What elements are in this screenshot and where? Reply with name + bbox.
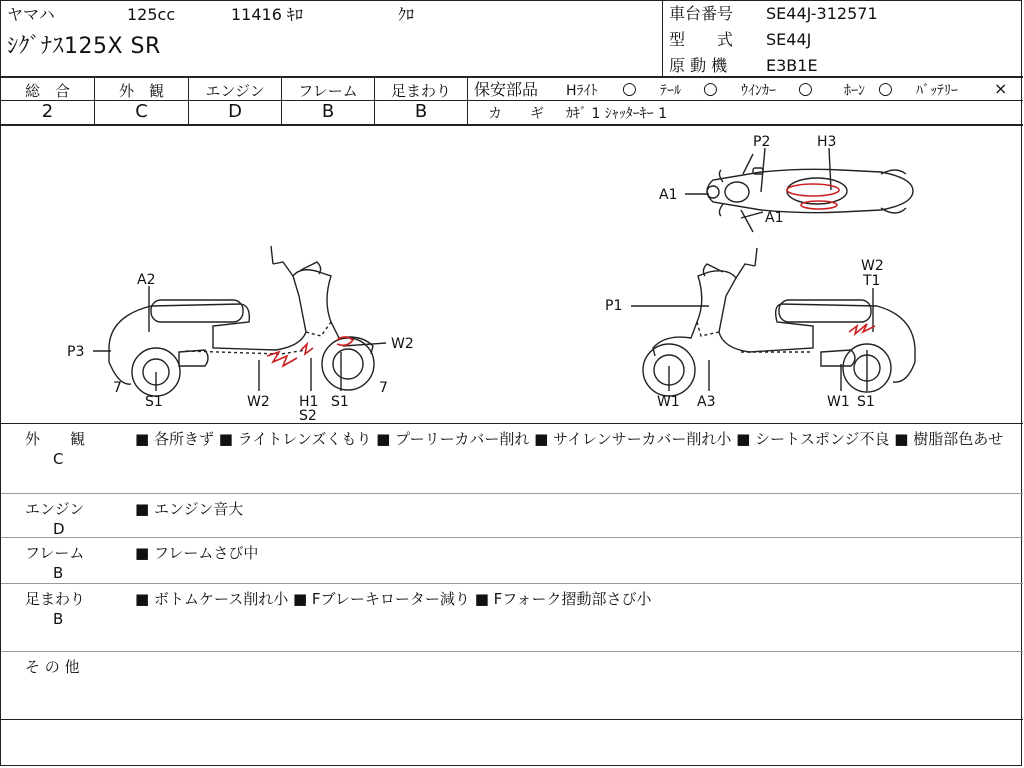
horn-label: ﾎｰﾝ <box>844 83 865 99</box>
label-right-s1: S1 <box>857 394 875 410</box>
header <box>1 1 1023 78</box>
key-label: カ ギ <box>488 106 544 122</box>
label-left-s2: S2 <box>299 408 317 423</box>
label-top-p2: P2 <box>753 134 771 150</box>
safety-title: 保安部品 <box>474 80 539 99</box>
horn-mark: ○ <box>878 79 893 99</box>
battery-label: ﾊﾞｯﾃﾘｰ <box>916 83 958 99</box>
grade-exterior <box>95 78 189 124</box>
grade-row <box>1 78 1023 126</box>
label-left-h1: H1 <box>299 394 319 410</box>
section-exterior-text: ■ 各所きず ■ ライトレンズくもり ■ プーリーカバー削れ ■ サイレンサーカバー削れ小 ■ シートスポンジ不良 ■ 樹脂部色あせ <box>135 430 1004 448</box>
section-frame-grade: B <box>53 564 64 582</box>
section-engine-grade: D <box>53 520 65 538</box>
safety-parts <box>468 78 1023 124</box>
label-top-a1: A1 <box>659 187 678 203</box>
leader-lines <box>93 148 873 391</box>
label-left-s1b: S1 <box>331 394 349 410</box>
label-left-p3: P3 <box>67 344 85 360</box>
headlight-label: Hﾗｲﾄ <box>566 83 598 99</box>
section-suspension-grade: B <box>53 610 64 628</box>
section-suspension-text: ■ ボトムケース削れ小 ■ Fブレーキローター減り ■ Fフォーク摺動部さび小 <box>135 590 652 608</box>
battery-mark: × <box>994 79 1008 98</box>
tail-mark: ○ <box>703 79 718 99</box>
headlight-mark: ○ <box>622 79 637 99</box>
section-engine-head: エンジン <box>25 500 85 518</box>
section-other-head: そ の 他 <box>25 658 80 676</box>
tail-label: ﾃｰﾙ <box>660 83 681 99</box>
label-left-7b: 7 <box>379 380 388 396</box>
label-right-t1: T1 <box>863 273 881 289</box>
section-frame-head: フレーム <box>25 544 85 562</box>
section-frame-text: ■ フレームさび中 <box>135 544 259 562</box>
grade-suspension-label: 足まわり <box>390 82 451 100</box>
winker-mark: ○ <box>798 79 813 99</box>
section-engine-text: ■ エンジン音大 <box>135 500 244 518</box>
grade-exterior-value: C <box>135 101 148 122</box>
label-top-a1b: A1 <box>765 210 784 226</box>
section-other <box>1 652 1023 720</box>
maker: ヤマハ <box>7 5 55 24</box>
winker-label: ｳｲﾝｶｰ <box>741 83 776 99</box>
section-engine <box>1 494 1023 538</box>
section-exterior-head: 外 観 <box>25 430 86 448</box>
vehicle-summary <box>1 1 663 76</box>
grade-engine-label: エンジン <box>205 82 265 100</box>
grade-frame <box>282 78 375 124</box>
scooter-diagram-svg <box>1 126 1023 423</box>
mileage: 11416 ｷﾛ <box>231 5 303 24</box>
grade-engine <box>189 78 282 124</box>
grade-exterior-label: 外 観 <box>118 82 164 100</box>
frame-no: SE44J-312571 <box>766 4 878 23</box>
grade-frame-label: フレーム <box>298 82 358 100</box>
label-left-s1: S1 <box>145 394 163 410</box>
engine-value: E3B1E <box>766 56 818 75</box>
label-right-w1: W1 <box>657 394 680 410</box>
label-left-w2: W2 <box>391 336 414 352</box>
label-top-h3: H3 <box>817 134 837 150</box>
grade-frame-value: B <box>321 101 335 122</box>
label-right-w1b: W1 <box>827 394 850 410</box>
label-left-a2: A2 <box>137 272 156 288</box>
displacement: 125cc <box>127 5 176 24</box>
damage-diagram <box>1 126 1023 424</box>
model-name: ｼｸﾞﾅｽ125X SR <box>7 34 161 59</box>
grade-engine-value: D <box>228 101 242 122</box>
section-exterior-grade: C <box>53 450 64 468</box>
label-left-7: 7 <box>113 380 122 396</box>
label-right-a3: A3 <box>697 394 716 410</box>
section-suspension-head: 足まわり <box>25 590 86 608</box>
grade-suspension-value: B <box>414 101 428 122</box>
label-left-w2b: W2 <box>247 394 270 410</box>
label-right-p1: P1 <box>605 298 623 314</box>
type-value: SE44J <box>766 30 812 49</box>
type-label: 型 式 <box>669 30 734 49</box>
top-view-scooter <box>707 154 913 232</box>
grade-overall <box>1 78 95 124</box>
diagram-labels <box>67 134 884 423</box>
grade-overall-value: 2 <box>41 101 54 122</box>
key-value: ｶｷﾞ 1 ｼｬｯﾀｰｷｰ 1 <box>566 106 668 122</box>
grade-overall-label: 総 合 <box>24 82 70 100</box>
grade-suspension <box>375 78 468 124</box>
section-exterior <box>1 424 1023 494</box>
engine-label: 原 動 機 <box>669 56 728 75</box>
label-right-w2: W2 <box>861 258 884 274</box>
section-suspension <box>1 584 1023 652</box>
section-frame <box>1 538 1023 584</box>
frame-no-label: 車台番号 <box>669 4 734 23</box>
color: ｸﾛ <box>398 5 415 24</box>
